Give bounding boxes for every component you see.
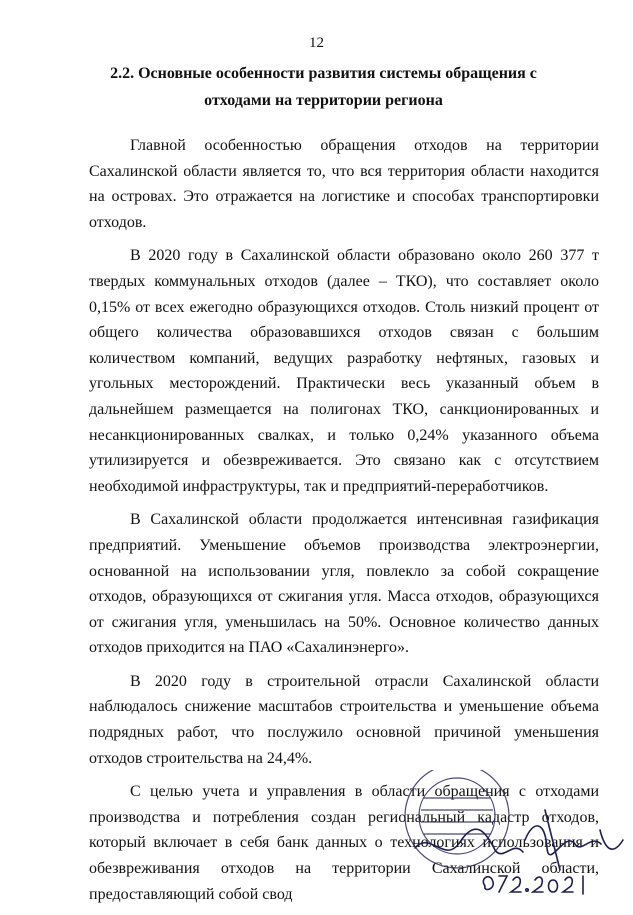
paragraph: Главной особенностью обращения отходов на территории Сахалинской области является то, что вся территория области находится на островах. Это отражается на логистике и способах транспортировки отходов. [89,137,599,231]
paragraph: С целью учета и управления в области обращения с отходами производства и потребления создан региональный кадастр отходов, который включает в себя банк данных о технологиях использования и обезвреживания отходов на территории Сахалинской области, предоставляющий собой свод [89,783,599,903]
official-stamp-and-signature [395,770,633,904]
paragraph: В 2020 году в строительной отрасли Сахалинской области наблюдалось снижение масштабов строительства и уменьшение объема подрядных работ, что послужило основной причиной уменьшения отходов строительства на 24,4%. [89,672,599,767]
handwritten-date [483,876,583,894]
paragraph: В Сахалинской области продолжается интенсивная газификация предприятий. Уменьшение объемов производства электроэнергии, основанной на использовании угля, повлекло за собой сокращение отходов, образующихся от сжигания угля. Масса отходов, образующихся от сжигания угля, уменьшилась на 50%. Основное количество данных отходов приходится на ПАО «Сахалинэнерго». [89,511,599,657]
section-heading-line-1: 2.2. Основные особенности развития системы обращения с [110,65,537,82]
page-number: 12 [309,35,324,51]
handwritten-signature [415,810,623,870]
section-heading [100,60,547,114]
stamp-outer-circle [405,770,509,868]
stamp-inner-circle [419,778,495,854]
paragraph: В 2020 году в Сахалинской области образовано около 260 377 т твердых коммунальных отходов (далее – ТКО), что составляет около 0,15% от всех ежегодно образующихся отходов. Столь низкий процент от общего количества образовавшихся отходов связан с большим количеством компаний, ведущих разработку нефтяных, газовых и угольных месторождений. Практически весь указанный объем в дальнейшем размещается на полигонах ТКО, санкционированных и несанкционированных свалках, и только 0,24% указанного объема утилизируется и обезвреживается. Это связано как с отсутствием необходимой инфраструктуры, так и предприятий-переработчиков. [89,247,599,495]
section-heading-line-2: отходами на территории региона [204,92,443,109]
